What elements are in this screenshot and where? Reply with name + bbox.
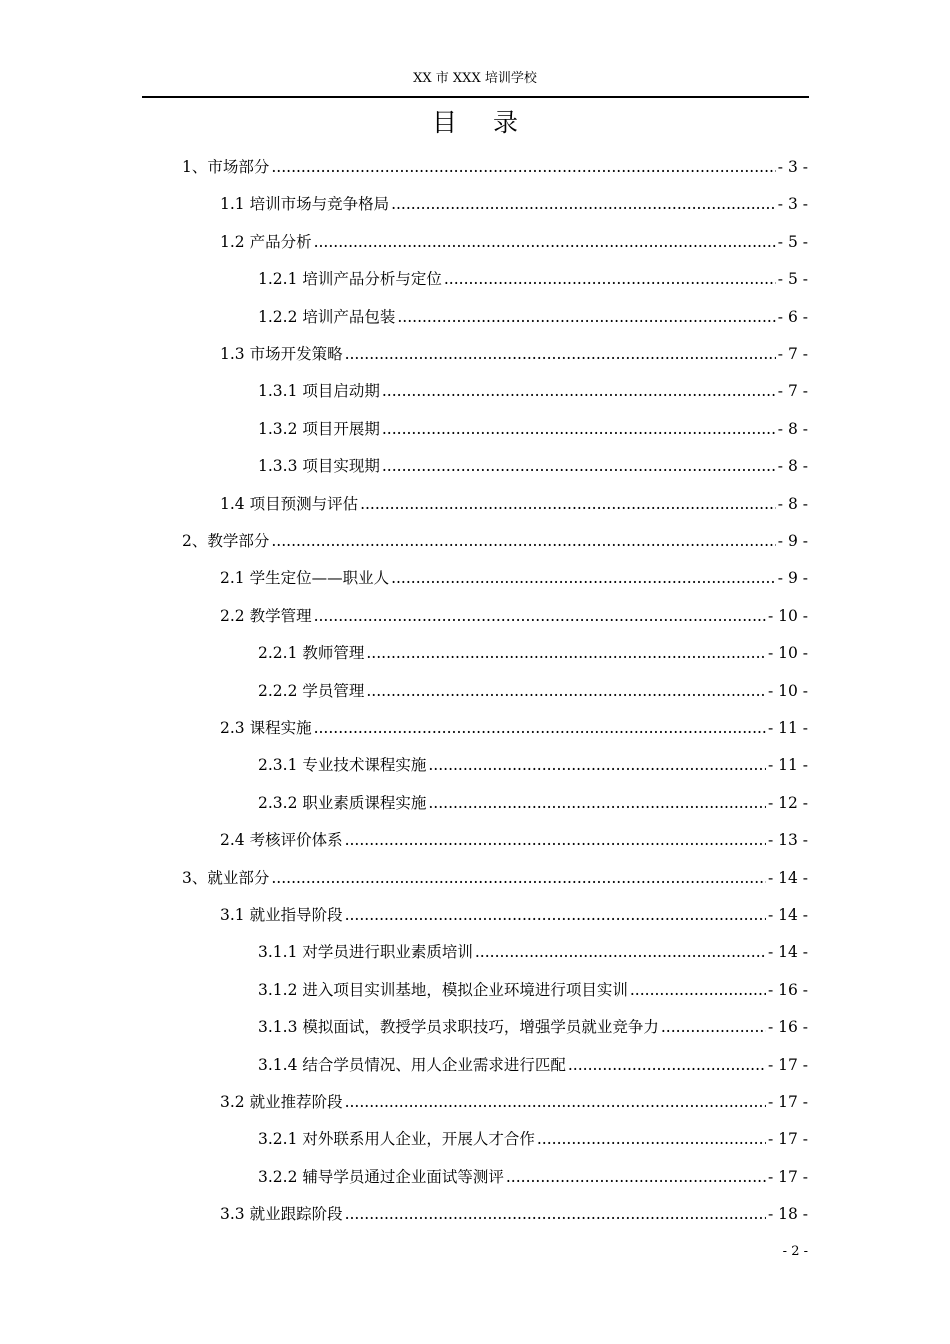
toc-leader-dots — [271, 865, 766, 891]
toc-entry[interactable] — [220, 491, 808, 517]
toc-leader-dots — [428, 790, 766, 816]
toc-entry-label: 1.3.3 项目实现期 — [258, 457, 380, 476]
toc-leader-dots — [345, 341, 776, 367]
toc-leader-dots — [345, 902, 766, 928]
toc-leader-dots — [345, 827, 766, 853]
toc-entry[interactable] — [182, 154, 808, 180]
toc-entry-label: 3.1.3 模拟面试，教授学员求职技巧，增强学员就业竞争力 — [258, 1018, 659, 1037]
toc-leader-dots — [314, 229, 776, 255]
toc-entry[interactable] — [258, 1052, 808, 1078]
toc-entry[interactable] — [220, 1089, 808, 1115]
toc-leader-dots — [661, 1014, 766, 1040]
toc-leader-dots — [568, 1052, 766, 1078]
toc-entry[interactable] — [258, 304, 808, 330]
page-number: - 2 - — [782, 1244, 808, 1259]
toc-entry-label: 2.2.2 学员管理 — [258, 681, 365, 700]
toc-entry-page: - 14 - — [767, 906, 808, 924]
toc-entry-page: - 5 - — [777, 270, 808, 289]
toc-entry-page: - 10 - — [767, 644, 808, 663]
toc-entry-page: - 7 - — [777, 345, 808, 363]
toc-leader-dots — [345, 1201, 766, 1227]
toc-entry[interactable] — [258, 378, 808, 404]
toc-entry-page: - 12 - — [767, 793, 808, 812]
toc-entry[interactable] — [258, 977, 808, 1003]
toc-entry-page: - 8 - — [777, 457, 808, 476]
running-header: XX 市 XXX 培训学校 — [413, 71, 537, 86]
toc-entry-label: 1.2.2 培训产品包装 — [258, 307, 396, 326]
toc-entry[interactable] — [258, 266, 808, 292]
toc-entry-label: 2.2 教学管理 — [220, 606, 312, 625]
toc-entry-page: - 18 - — [767, 1205, 808, 1224]
toc-entry[interactable] — [220, 191, 808, 217]
toc-leader-dots — [382, 378, 776, 404]
toc-entry[interactable] — [182, 528, 808, 554]
toc-entry-page: - 7 - — [777, 382, 808, 401]
toc-entry[interactable] — [258, 453, 808, 479]
toc-entry-label: 3.1.1 对学员进行职业素质培训 — [258, 943, 473, 962]
toc-leader-dots — [630, 977, 766, 1003]
header-divider — [142, 96, 809, 98]
toc-leader-dots — [391, 191, 776, 217]
toc-leader-dots — [397, 304, 775, 330]
toc-entry-page: - 8 - — [777, 494, 808, 513]
toc-entry[interactable] — [220, 1201, 808, 1227]
toc-entry-page: - 11 - — [767, 719, 808, 737]
toc-entry-label: 1、市场部分 — [182, 158, 270, 176]
toc-entry[interactable] — [220, 715, 808, 741]
toc-entry-page: - 17 - — [767, 1130, 808, 1149]
toc-leader-dots — [506, 1164, 766, 1190]
toc-entry-label: 2.4 考核评价体系 — [220, 831, 343, 850]
toc-entry-label: 1.3 市场开发策略 — [220, 345, 343, 363]
toc-leader-dots — [366, 678, 766, 704]
toc-entry[interactable] — [258, 1014, 808, 1040]
toc-entry-label: 3.2 就业推荐阶段 — [220, 1093, 343, 1111]
toc-entry-label: 1.3.2 项目开展期 — [258, 419, 380, 438]
toc-entry-page: - 17 - — [767, 1167, 808, 1186]
toc-entry[interactable] — [258, 790, 808, 816]
toc-entry[interactable] — [220, 603, 808, 629]
toc-entry-page: - 17 - — [767, 1055, 808, 1074]
toc-entry-page: - 16 - — [767, 980, 808, 999]
toc-entry-label: 2.1 学生定位——职业人 — [220, 569, 390, 588]
toc-entry[interactable] — [220, 827, 808, 853]
toc-leader-dots — [360, 491, 776, 517]
toc-entry-page: - 9 - — [777, 532, 808, 550]
toc-entry-page: - 17 - — [767, 1093, 808, 1111]
toc-entry-page: - 5 - — [777, 232, 808, 251]
toc-leader-dots — [391, 565, 776, 591]
toc-leader-dots — [475, 939, 766, 965]
toc-entry-label: 1.4 项目预测与评估 — [220, 494, 359, 513]
toc-entry-label: 1.2 产品分析 — [220, 232, 312, 251]
toc-entry[interactable] — [258, 640, 808, 666]
toc-entry-label: 2、教学部分 — [182, 532, 270, 550]
toc-entry-label: 3.2.1 对外联系用人企业，开展人才合作 — [258, 1130, 535, 1149]
toc-entry[interactable] — [258, 1126, 808, 1152]
toc-leader-dots — [314, 603, 766, 629]
toc-entry[interactable] — [258, 752, 808, 778]
toc-entry-label: 3.3 就业跟踪阶段 — [220, 1205, 343, 1224]
toc-entry-label: 3、就业部分 — [182, 868, 270, 887]
toc-leader-dots — [382, 453, 776, 479]
toc-leader-dots — [428, 752, 766, 778]
toc-entry[interactable] — [220, 229, 808, 255]
toc-entry[interactable] — [258, 939, 808, 965]
toc-leader-dots — [271, 528, 775, 554]
toc-entry-page: - 10 - — [767, 606, 808, 625]
toc-entry[interactable] — [220, 341, 808, 367]
toc-entry[interactable] — [258, 678, 808, 704]
toc-entry-page: - 14 - — [767, 943, 808, 962]
toc-entry-label: 3.1 就业指导阶段 — [220, 906, 343, 924]
toc-title: 目 录 — [432, 108, 532, 137]
toc-entry-label: 1.3.1 项目启动期 — [258, 382, 380, 401]
toc-entry-label: 2.2.1 教师管理 — [258, 644, 365, 663]
toc-leader-dots — [345, 1089, 766, 1115]
toc-entry-page: - 13 - — [767, 831, 808, 850]
toc-leader-dots — [382, 416, 776, 442]
toc-entry-page: - 11 - — [767, 756, 808, 775]
toc-leader-dots — [271, 154, 775, 180]
toc-entry-page: - 14 - — [767, 868, 808, 887]
toc-entry-page: - 3 - — [777, 195, 808, 214]
toc-entry[interactable] — [182, 865, 808, 891]
toc-entry[interactable] — [220, 902, 808, 928]
toc-entry[interactable] — [220, 565, 808, 591]
toc-entry-page: - 9 - — [777, 569, 808, 588]
toc-entry-label: 1.1 培训市场与竞争格局 — [220, 195, 390, 214]
toc-entry-page: - 8 - — [777, 419, 808, 438]
toc-entry-label: 3.1.4 结合学员情况、用人企业需求进行匹配 — [258, 1055, 566, 1074]
toc-leader-dots — [314, 715, 766, 741]
toc-entry-label: 2.3.2 职业素质课程实施 — [258, 793, 427, 812]
toc-leader-dots — [366, 640, 766, 666]
toc-entry[interactable] — [258, 416, 808, 442]
toc-entry-page: - 3 - — [777, 158, 808, 176]
toc-entry-page: - 16 - — [767, 1018, 808, 1037]
toc-entry-page: - 10 - — [767, 681, 808, 700]
toc-entry-label: 2.3 课程实施 — [220, 719, 312, 737]
toc-leader-dots — [444, 266, 776, 292]
toc-entry-label: 1.2.1 培训产品分析与定位 — [258, 270, 442, 289]
toc-entry[interactable] — [258, 1164, 808, 1190]
toc-entry-label: 3.2.2 辅导学员通过企业面试等测评 — [258, 1167, 504, 1186]
toc-entry-page: - 6 - — [777, 307, 808, 326]
toc-leader-dots — [537, 1126, 766, 1152]
toc-entry-label: 3.1.2 进入项目实训基地，模拟企业环境进行项目实训 — [258, 980, 628, 999]
toc-entry-label: 2.3.1 专业技术课程实施 — [258, 756, 427, 775]
